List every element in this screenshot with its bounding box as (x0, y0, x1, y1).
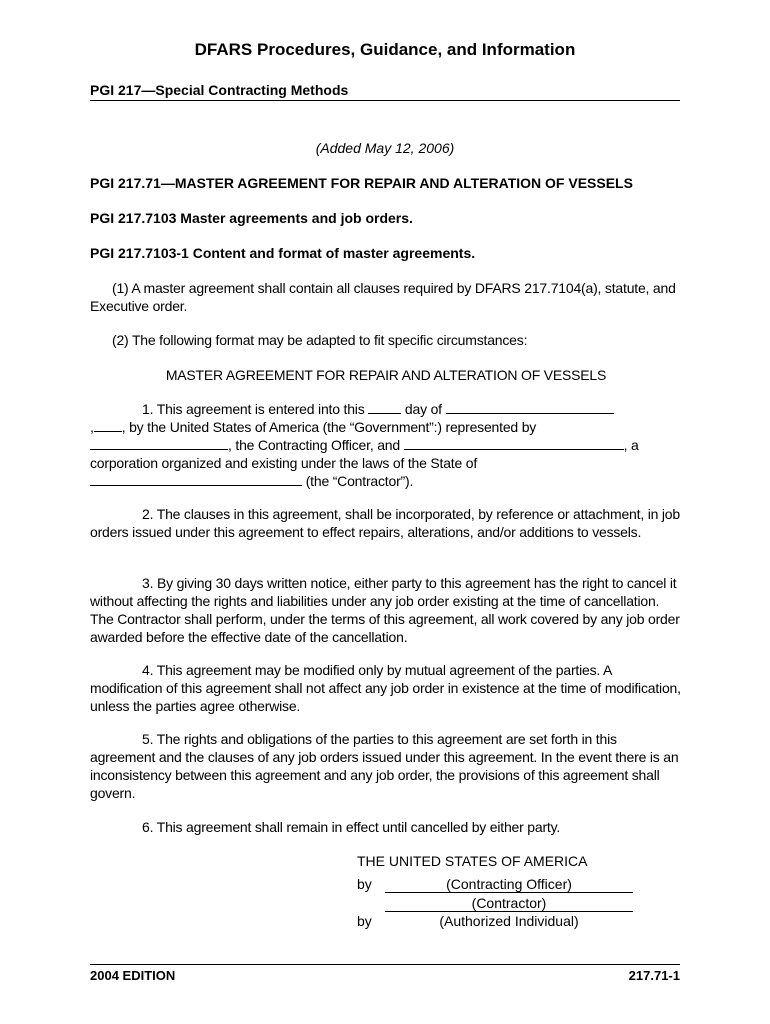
subsection-heading: PGI 217.7103-1 Content and format of master agreements. (90, 245, 476, 261)
document-title: DFARS Procedures, Guidance, and Information (194, 40, 576, 59)
clause-6: 6. This agreement shall remain in effect until cancelled by either party. (142, 819, 561, 835)
clause-1-text-h: (the “Contractor”). (305, 473, 414, 489)
added-note: (Added May 12, 2006) (315, 140, 455, 156)
authorized-individual-line: (Authorized Individual) (439, 913, 579, 929)
day-blank[interactable] (368, 401, 401, 414)
subpart-heading: PGI 217.71—MASTER AGREEMENT FOR REPAIR AND ALTERATION OF VESSELS (90, 175, 633, 191)
clause-1-text-d: , by the United States of America (the “Government”:) represented by (121, 419, 537, 435)
footer-rule (90, 964, 680, 965)
clause-1-text-f: , a (623, 437, 639, 453)
contractor-name-blank[interactable] (404, 437, 624, 450)
signature-by-1: by (357, 876, 372, 892)
document-page (90, 0, 680, 1024)
part-heading: PGI 217—Special Contracting Methods (90, 82, 680, 101)
section-heading: PGI 217.7103 Master agreements and job orders. (90, 210, 413, 226)
clause-2: 2. The clauses in this agreement, shall be incorporated, by reference or attachment, in job orders issued under this agreement to effect repairs, alterations, and/or additions to vessels. (90, 506, 680, 540)
representative-blank[interactable] (90, 437, 228, 450)
clause-1-text-b: day of (404, 401, 442, 417)
clause-1 (90, 400, 682, 490)
paragraph-2: (2) The following format may be adapted to fit specific circumstances: (112, 332, 528, 348)
contracting-officer-line[interactable]: (Contracting Officer) (385, 876, 633, 893)
clause-3: 3. By giving 30 days written notice, either party to this agreement has the right to cancel it without affecting the rights and liabilities under any job order existing at the time of cancellation. The Contractor shall perform, under the terms of this agreement, all work covered by any job order awarded before the effective date of the cancellation. (90, 575, 680, 645)
year-blank[interactable] (94, 419, 122, 432)
month-blank[interactable] (446, 401, 614, 414)
footer-edition: 2004 EDITION (90, 968, 176, 983)
signature-by-2: by (357, 913, 372, 929)
clause-1-text-a: 1. This agreement is entered into this (142, 401, 365, 417)
form-title: MASTER AGREEMENT FOR REPAIR AND ALTERATION OF VESSELS (165, 367, 607, 383)
signature-party: THE UNITED STATES OF AMERICA (357, 853, 588, 869)
footer-page-number: 217.71-1 (628, 968, 680, 983)
clause-1-text-e: , the Contracting Officer, and (228, 437, 400, 453)
clause-5: 5. The rights and obligations of the parties to this agreement are set forth in this agreement and the clauses of any job orders issued under this agreement. In the event there is an inconsistency between this agreement and any job order, the provisions of this agreement shall govern. (90, 731, 679, 801)
clause-1-text-c: , (90, 419, 94, 435)
clause-4: 4. This agreement may be modified only by mutual agreement of the parties. A modification of this agreement shall not affect any job order in existence at the time of modification, unless the parties agree otherwise. (90, 662, 681, 714)
state-blank[interactable] (90, 473, 302, 486)
contractor-line[interactable]: (Contractor) (385, 895, 633, 912)
paragraph-1: (1) A master agreement shall contain all clauses required by DFARS 217.7104(a), statute, and Executive order. (90, 280, 676, 314)
clause-1-text-g: corporation organized and existing under the laws of the State of (90, 455, 478, 471)
